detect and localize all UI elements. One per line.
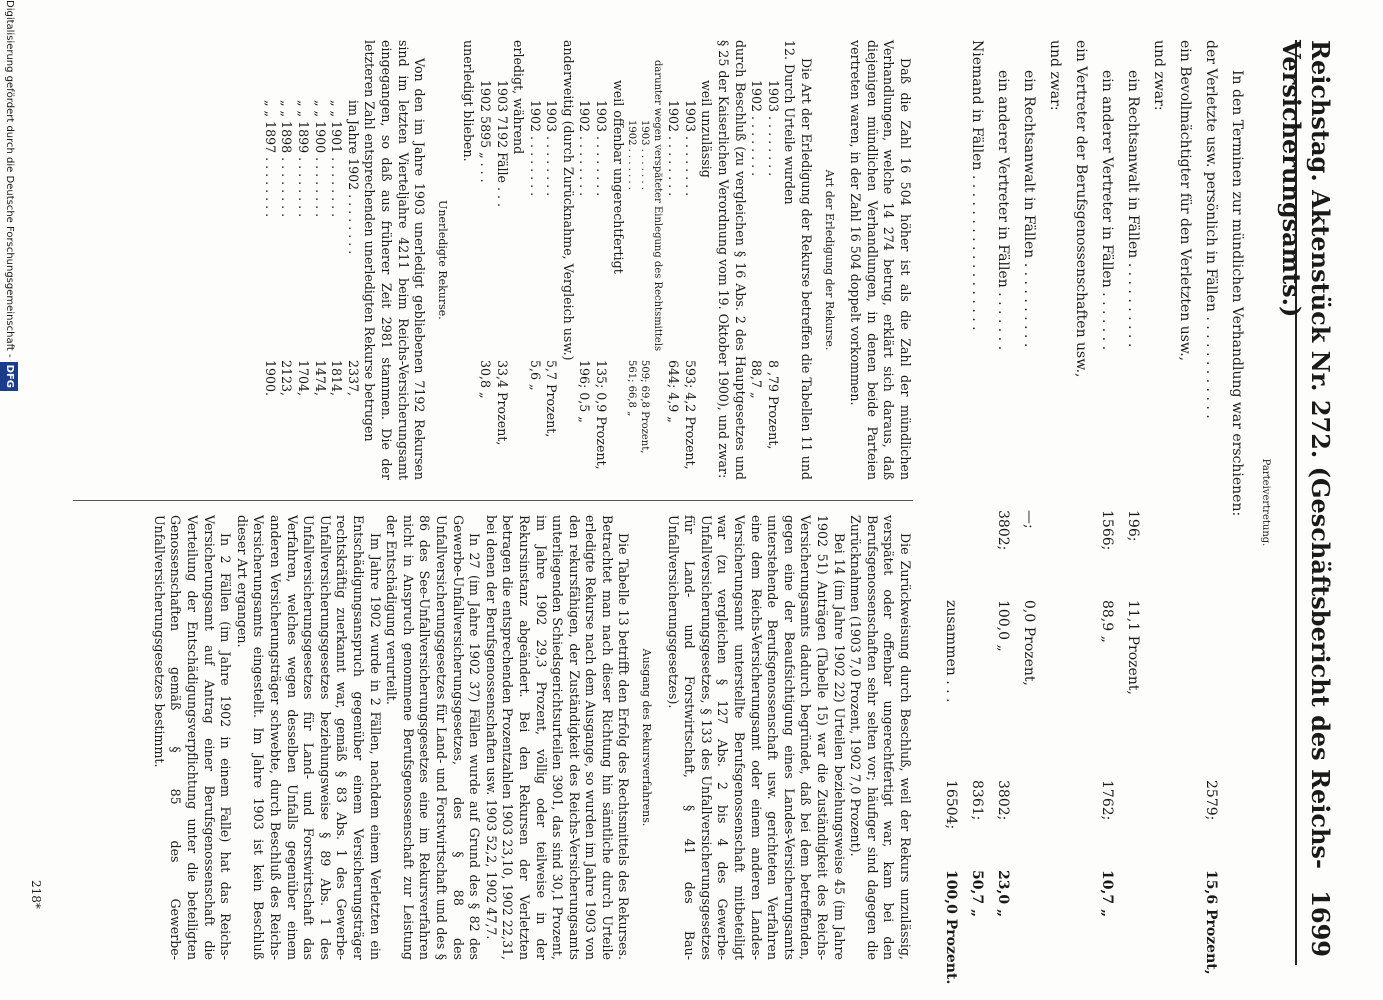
table-row: ein Bevollmächtigter für den Verletzten usw., xyxy=(1177,40,1193,362)
table-row-sum: zusammen . . . 16504; 100,0 Prozent. xyxy=(943,600,959,985)
list-item: darunter wegen verspäteter Einlegung des Rechtsmittels xyxy=(651,60,663,352)
list-item: 1902 . . . . . . . 561; 66,8 „ xyxy=(625,120,637,417)
paragraph: Von den im Jahre 1903 unerledigt gebliebenen 7192 Rekursen sind im letzten Vierteljahre 4211 beim Reichs-Versicherungsamt eingegangen, so daß aus früherer Zeit 2981 stammen. Die der letzteren Zahl entsprechenden unerledigten Rekurse betrugen xyxy=(362,40,428,480)
table-row: und zwar: xyxy=(1047,40,1063,111)
list-item: 1902 . . . . . . . . 88,7 „ xyxy=(749,80,765,399)
table-row: Niemand in Fällen . . . . . . . . . . . . . . . . . . 8361; 50,7 „ xyxy=(969,40,985,918)
section-heading: Ausgang des Rekursverfahrens. xyxy=(640,648,654,827)
paragraph: Bei 14 (im Jahre 1902 22) Urteilen beziehungsweise 45 (im Jahre 1902 51) Anträgen (Tabelle 15) war die Zuständigkeit des Reichs-Versicherungsamts dadurch begründet, daß bei dem betreffenden, gegen eine der Beaufsichtigung eines Landes-Versicherungsamts unterstehende Berufsgenossenschaft usw. gerichteten Verfahren eine dem Reichs-Versicherungsamt oder einem anderen Landes-Versicherungsamt unterstellte Berufsgenossenschaft mitbeteiligt war (zu vergleichen § 127 Abs. 2 bis 4 des Gewerbe-Unfallversicherungsgesetzes, § 133 des Unfallversicherungsgesetzes für Land- und Forstwirtschaft, § 41 des Bau-Unfallversicherungsgesetzes). xyxy=(665,515,847,960)
right-column xyxy=(150,515,913,960)
running-title: Reichstag. Aktenstück Nr. 272. (Geschäftsbericht des Reichs-Versicherungsamts.) xyxy=(1277,40,1335,869)
list-item: 1903 . . . . . . . 509; 69,8 Prozent, xyxy=(638,120,650,454)
column-divider xyxy=(73,500,913,501)
page-number: 1699 xyxy=(1306,890,1335,957)
list-item: weil offenbar ungerechtfertigt xyxy=(610,80,626,274)
paragraph: Daß die Zahl 16 504 höher ist als die Zahl der mündlichen Verhandlungen, welche 14 274 betrug, erklärt sich daraus, daß diejenigen mündlichen Verhandlungen, in denen beide Parteien vertreten waren, in der Zahl 16 504 doppelt vorkommen. xyxy=(848,40,913,480)
list-item: 1902 5895 „ . . . 30,8 „ xyxy=(477,80,493,399)
table-row: In den Terminen zur mündlichen Verhandlung war erschienen: xyxy=(1229,70,1245,517)
list-item: 1902 . . . . . . . . 196; 0,5 „ xyxy=(577,100,593,423)
table-row: ein Rechtsanwalt in Fällen . . . . . . . . . . 196; 11,1 Prozent, xyxy=(1125,70,1141,695)
list-item: 1903 . . . . . . . . 135; 0,9 Prozent, xyxy=(594,100,610,470)
section-heading: Art der Erledigung der Rekurse. xyxy=(822,169,836,351)
paragraph: Im Jahre 1902 wurde in 2 Fällen, nachdem einem Verletzten ein Entschädigungsanspruch gegenüber einem Versicherungsträger rechtskräftig zuerkannt war, gemäß § 83 Abs. 1 des Gewerbe-Unfallversicherungsgesetzes beziehungsweise § 89 Abs. 1 des Unfallversicherungsgesetzes für Land- und Forstwirtschaft das Verfahren, welches wegen desselben Unfalls gegenüber einem anderen Versicherungsträger schwebte, durch Beschluß des Reichs-Versicherungsamts eingestellt. Im Jahre 1903 ist kein Beschluß dieser Art ergangen. xyxy=(234,515,383,960)
table-row: ein anderer Vertreter in Fällen . . . . . . . 1566; 88,9 „ 1762; 10,7 „ xyxy=(1099,70,1115,918)
table-row: der Verletzte usw. persönlich in Fällen . . . . . . . . . . . . 2579; 15,6 Prozent, xyxy=(1203,40,1219,975)
list-item: unerledigt blieben. xyxy=(461,40,477,162)
list-item: 1903 . . . . . . . . 593; 4,2 Prozent, xyxy=(682,100,698,470)
table-row: und zwar: xyxy=(1151,40,1167,111)
left-column xyxy=(261,40,913,480)
list-item: weil unzulässig xyxy=(699,80,715,178)
list-item: erledigt, während xyxy=(511,40,527,155)
list-item: 1903 . . . . . . . . 5,7 Prozent, xyxy=(544,100,560,438)
list-item: anderweitig (durch Zurücknahme, Vergleich usw.) xyxy=(560,40,576,361)
table-row: ein Rechtsanwalt in Fällen . . . . . . . . . . —; 0,0 Prozent, xyxy=(1021,70,1037,687)
party-representation-table xyxy=(935,40,1283,985)
section-subtitle: Parteivertretung. xyxy=(1260,458,1271,547)
list-item: „ „ 1901 . . . . . . . . 1814, xyxy=(329,100,345,397)
page-header xyxy=(1277,40,1345,965)
dfg-logo: DFG xyxy=(0,362,18,391)
paragraph: In 2 Fällen (im Jahre 1902 in einem Falle) hat das Reichs-Versicherungsamt auf Antrag einer Berufsgenossenschaft die Verteilung der Entschädigungsverpflichtung unter die beteiligten Genossenschaften gemäß § 85 des Gewerbe-Unfallversicherungsgesetzes bestimmt. xyxy=(151,515,234,960)
paragraph: In 27 (im Jahre 1902 37) Fällen wurde auf Grund des § 82 des Gewerbe-Unfallversicherungsgesetzes, des § 88 des Unfallversicherungsgesetzes für Land- und Forstwirtschaft und des § 86 des See-Unfallversicherungsgesetzes eine im Rekursverfahren nicht in Anspruch genommene Berufsgenossenschaft zur Leistung der Entschädigung verurteilt. xyxy=(384,515,483,960)
list-item: „ „ 1897 . . . . . . . . 1900. xyxy=(262,100,278,397)
table-row: ein Vertreter der Berufsgenossenschaften usw., xyxy=(1073,40,1089,378)
list-item: 1903 . . . . . . . . 8 ,79 Prozent, xyxy=(765,80,781,450)
paragraph: Die Zurückweisung durch Beschluß, weil der Rekurs unzulässig, verspätet oder offenbar ungerechtfertigt war, kam bei den Berufsgenossenschaften sehr selten vor; häufiger sind dagegen die Zurücknahmen (1903 7,0 Prozent, 1902 7,0 Prozent). xyxy=(848,515,913,960)
credit-text: Digitalisierung gefördert durch die Deutsche Forschungsgemeinschaft - xyxy=(4,0,15,358)
list-item: „ „ 1898 . . . . . . . . 2123, xyxy=(279,100,295,397)
paragraph: Die Art der Erledigung der Rekurse betreffen die Tabellen 11 und 12. Durch Urteile wurden xyxy=(782,40,815,480)
sheet-number: 218* xyxy=(29,880,43,909)
list-item: 1902 . . . . . . . . 644; 4,9 „ xyxy=(666,100,682,423)
list-item: „ „ 1899 . . . . . . . . 1704, xyxy=(296,100,311,397)
section-heading: Unerledigte Rekurse. xyxy=(435,200,449,320)
list-item: 1903 7192 Fälle . . . 33,4 Prozent, xyxy=(494,80,510,446)
list-item: „ „ 1900 . . . . . . . . 1474, xyxy=(312,100,328,397)
paragraph: Die Tabelle 13 betrifft den Erfolg des Rechtsmittels des Rekurses. Betrachtet man nach dieser Richtung hin sämtliche durch Urteile erledigte Rekurse nach dem Ausgange, so wurden im Jahre 1903 von den rekursfähigen, der Zuständigkeit des Reichs-Versicherungsamts unterliegenden Schiedsgerichtsurteilen 3901, das sind 30,1 Prozent, im Jahre 1902 29,3 Prozent, völlig oder teilweise in der Rekursinstanz abgeändert. Bei den Rekursen der Verletzten betragen die entsprechenden Prozentzahlen 1903 23,10, 1902 22,31, bei denen der Berufsgenossenschaften usw. 1903 52,2, 1902 47,7. xyxy=(483,515,632,960)
digitization-credit xyxy=(0,0,18,1000)
list-item: 1902 . . . . . . . . 5,6 „ xyxy=(527,100,543,391)
list-item: im Jahre 1902 . . . . . . . . 2337, xyxy=(345,100,361,397)
table-row: ein anderer Vertreter in Fällen . . . . . . . 3802; 100,0 „ 3802; 23,0 „ xyxy=(995,70,1011,918)
paragraph: durch Beschluß (zu vergleichen § 16 Abs. 2 des Hauptgesetzes und § 25 der Kaiserlichen Verordnung vom 19. Oktober 1900), und zwar: xyxy=(716,40,748,480)
